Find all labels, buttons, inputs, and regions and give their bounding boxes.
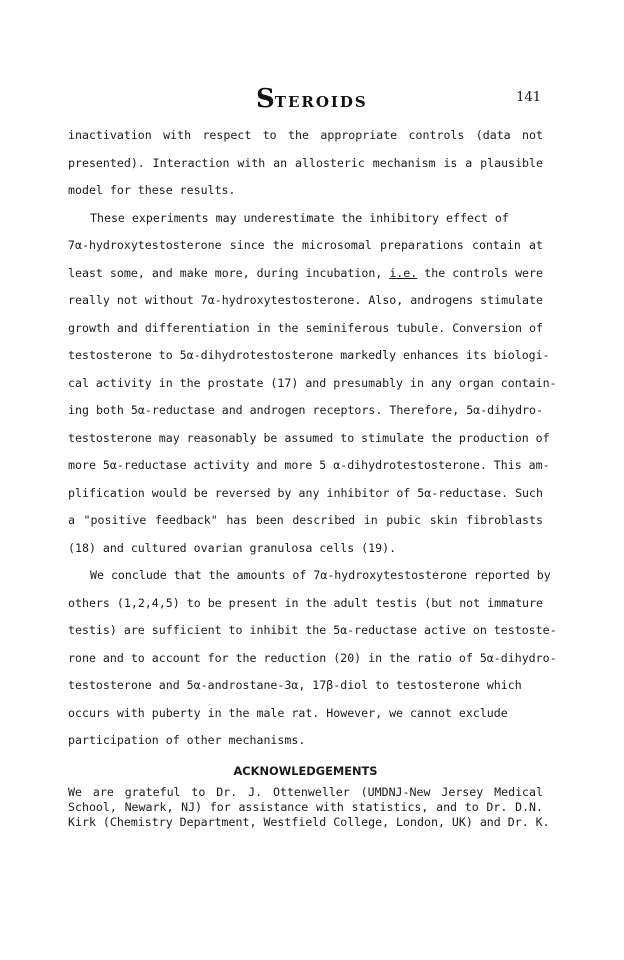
text-line: cal activity in the prostate (17) and presumably in any organ contain- [68,375,557,390]
text-line: ing both 5α-reductase and androgen receptors. Therefore, 5α-dihydro- [68,403,543,417]
text-line: presented). Interaction with an allosteric mechanism is a plausible [68,155,543,170]
text-line: (18) and cultured ovarian granulosa cells (19). [68,540,397,555]
text-line: model for these results. [68,183,236,197]
text-line: These experiments may underestimate the inhibitory effect of [90,210,509,225]
text-line: more 5α-reductase activity and more 5 α-dihydrotestosterone. This am- [68,458,550,472]
text-line: testosterone to 5α-dihydrotestosterone markedly enhances its biologi- [68,348,550,362]
text-line: testosterone may reasonably be assumed to stimulate the production of [68,430,550,445]
text-line: testosterone and 5α-androstane-3α, 17β-diol to testosterone which [68,678,522,692]
journal-title-rest: TEROIDS [274,93,368,111]
text-line: School, Newark, NJ) for assistance with statistics, and to Dr. D.N. [68,799,543,814]
page-number: 141 [516,90,541,105]
paragraphs [68,122,557,755]
journal-initial: S [256,84,275,114]
text-line: inactivation with respect to the appropriate controls (data not [68,128,543,142]
text-line: testis) are sufficient to inhibit the 5α-reductase active on testoste- [68,623,557,637]
text-line: a "positive feedback" has been described in pubic skin fibroblasts [68,513,543,527]
text-line: rone and to account for the reduction (20) in the ratio of 5α-dihydro- [68,650,557,665]
text-line: plification would be reversed by any inhibitor of 5α-reductase. Such [68,485,543,500]
text-line: We conclude that the amounts of 7α-hydroxytestosterone reported by [90,568,551,582]
text-line: growth and differentiation in the seminiferous tubule. Conversion of [68,320,543,335]
acknowledgements-heading: ACKNOWLEDGEMENTS [233,763,378,778]
journal-title [256,84,368,114]
acknowledgements-text [68,784,550,830]
running-header [0,84,624,114]
text-line: Kirk (Chemistry Department, Westfield College, London, UK) and Dr. K. [68,814,550,829]
body-text [68,122,557,830]
underlined-text: i.e. [389,265,418,280]
text-line: really not without 7α-hydroxytestosterone. Also, androgens stimulate [68,293,543,307]
text-line: 7α-hydroxytestosterone since the microsomal preparations contain at [68,238,543,252]
text-line: least some, and make more, during incubation, i.e. the controls were [68,265,543,280]
text-line: others (1,2,4,5) to be present in the adult testis (but not immature [68,595,543,610]
text-line: occurs with puberty in the male rat. However, we cannot exclude [68,705,508,720]
text-line: participation of other mechanisms. [68,733,306,747]
text-line: We are grateful to Dr. J. Ottenweller (UMDNJ-New Jersey Medical [68,784,543,799]
